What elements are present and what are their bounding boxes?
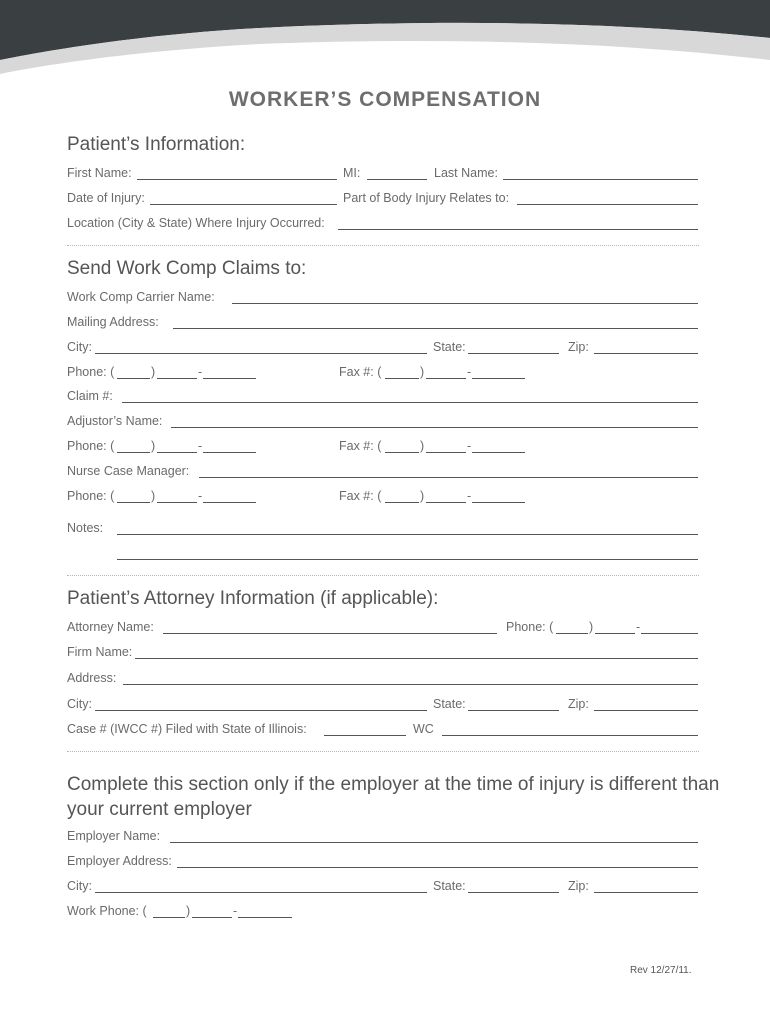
attorney-name-label: Attorney Name: [67,620,154,634]
phone-line-field[interactable] [203,452,256,453]
fax-prefix-field[interactable] [426,502,466,503]
zip-field[interactable] [594,892,698,893]
separator [67,245,699,246]
paren-close: ) [151,489,156,503]
employer-name-field[interactable] [170,842,698,843]
dash: - [467,365,472,379]
mailing-address-label: Mailing Address: [67,315,159,329]
part-of-body-label: Part of Body Injury Relates to: [343,191,510,205]
phone-area-field[interactable] [117,452,150,453]
part-of-body-field[interactable] [517,204,698,205]
dash: - [198,489,203,503]
fax-prefix-field[interactable] [426,452,466,453]
zip-label: Zip: [568,340,589,354]
attorney-phone-label: Phone: ( [506,620,554,634]
employer-address-label: Employer Address: [67,854,172,868]
fax-line-field[interactable] [472,502,525,503]
carrier-name-label: Work Comp Carrier Name: [67,290,215,304]
wc-label: WC [413,722,434,736]
attorney-section-heading: Patient’s Attorney Information (if applicable): [67,588,439,609]
nurse-case-manager-field[interactable] [199,477,698,478]
dash: - [467,439,472,453]
paren-close: ) [151,365,156,379]
paren-close: ) [589,620,594,634]
phone-prefix-field[interactable] [157,502,197,503]
date-of-injury-label: Date of Injury: [67,191,145,205]
nurse-case-manager-label: Nurse Case Manager: [67,464,190,478]
revision-date: Rev 12/27/11. [630,965,692,976]
notes-field-line-1[interactable] [117,534,698,535]
paren-close: ) [420,439,425,453]
dash: - [233,904,238,918]
fax-line-field[interactable] [472,452,525,453]
city-field[interactable] [95,892,427,893]
zip-label: Zip: [568,879,589,893]
phone-line-field[interactable] [203,502,256,503]
mi-label: MI: [343,166,361,180]
location-field[interactable] [338,229,698,230]
dash: - [467,489,472,503]
phone-prefix-field[interactable] [157,452,197,453]
phone-label: Phone: ( [67,365,115,379]
firm-name-label: Firm Name: [67,645,133,659]
city-label: City: [67,697,92,711]
state-label: State: [433,340,466,354]
phone-line-field[interactable] [203,378,256,379]
wc-field[interactable] [442,735,698,736]
fax-prefix-field[interactable] [426,378,466,379]
state-label: State: [433,879,466,893]
employer-section-heading: Complete this section only if the employer at the time of injury is different than your current employer [67,774,720,820]
case-number-field[interactable] [324,735,406,736]
phone-area-field[interactable] [117,502,150,503]
phone-prefix-field[interactable] [157,378,197,379]
claims-section-heading: Send Work Comp Claims to: [67,258,307,279]
first-name-field[interactable] [137,179,337,180]
employer-address-field[interactable] [177,867,698,868]
work-phone-prefix-field[interactable] [192,917,232,918]
fax-area-field[interactable] [385,378,419,379]
fax-area-field[interactable] [385,452,419,453]
fax-label: Fax #: ( [339,439,382,453]
work-phone-label: Work Phone: ( [67,904,147,918]
claim-number-label: Claim #: [67,389,113,403]
fax-line-field[interactable] [472,378,525,379]
carrier-name-field[interactable] [232,303,698,304]
adjustor-name-field[interactable] [171,427,698,428]
attorney-phone-area-field[interactable] [556,633,588,634]
separator [67,575,699,576]
paren-close: ) [420,365,425,379]
city-label: City: [67,879,92,893]
attorney-name-field[interactable] [163,633,497,634]
attorney-phone-prefix-field[interactable] [595,633,635,634]
city-label: City: [67,340,92,354]
last-name-field[interactable] [503,179,698,180]
date-of-injury-field[interactable] [150,204,337,205]
phone-label: Phone: ( [67,439,115,453]
city-field[interactable] [95,710,427,711]
case-number-label: Case # (IWCC #) Filed with State of Illinois: [67,722,307,736]
header-band [0,0,770,100]
phone-label: Phone: ( [67,489,115,503]
employer-name-label: Employer Name: [67,829,161,843]
attorney-phone-line-field[interactable] [641,633,698,634]
paren-close: ) [186,904,191,918]
city-field[interactable] [95,353,427,354]
dash: - [636,620,641,634]
form-title: WORKER’S COMPENSATION [228,88,542,111]
first-name-label: First Name: [67,166,132,180]
firm-name-field[interactable] [135,658,698,659]
work-phone-area-field[interactable] [153,917,185,918]
paren-close: ) [151,439,156,453]
address-label: Address: [67,671,117,685]
paren-close: ) [420,489,425,503]
state-field[interactable] [468,710,559,711]
patient-section-heading: Patient’s Information: [67,134,246,155]
dash: - [198,439,203,453]
location-label: Location (City & State) Where Injury Occurred: [67,216,325,230]
fax-label: Fax #: ( [339,489,382,503]
mailing-address-field[interactable] [173,328,698,329]
work-phone-line-field[interactable] [238,917,292,918]
state-field[interactable] [468,892,559,893]
state-label: State: [433,697,466,711]
phone-area-field[interactable] [117,378,150,379]
fax-label: Fax #: ( [339,365,382,379]
mi-field[interactable] [367,179,427,180]
claim-number-field[interactable] [122,402,698,403]
separator [67,751,699,752]
last-name-label: Last Name: [434,166,498,180]
adjustor-name-label: Adjustor’s Name: [67,414,163,428]
address-field[interactable] [123,684,698,685]
zip-field[interactable] [594,353,698,354]
notes-label: Notes: [67,521,104,535]
zip-field[interactable] [594,710,698,711]
notes-field-line-2[interactable] [117,559,698,560]
fax-area-field[interactable] [385,502,419,503]
zip-label: Zip: [568,697,589,711]
state-field[interactable] [468,353,559,354]
dash: - [198,365,203,379]
